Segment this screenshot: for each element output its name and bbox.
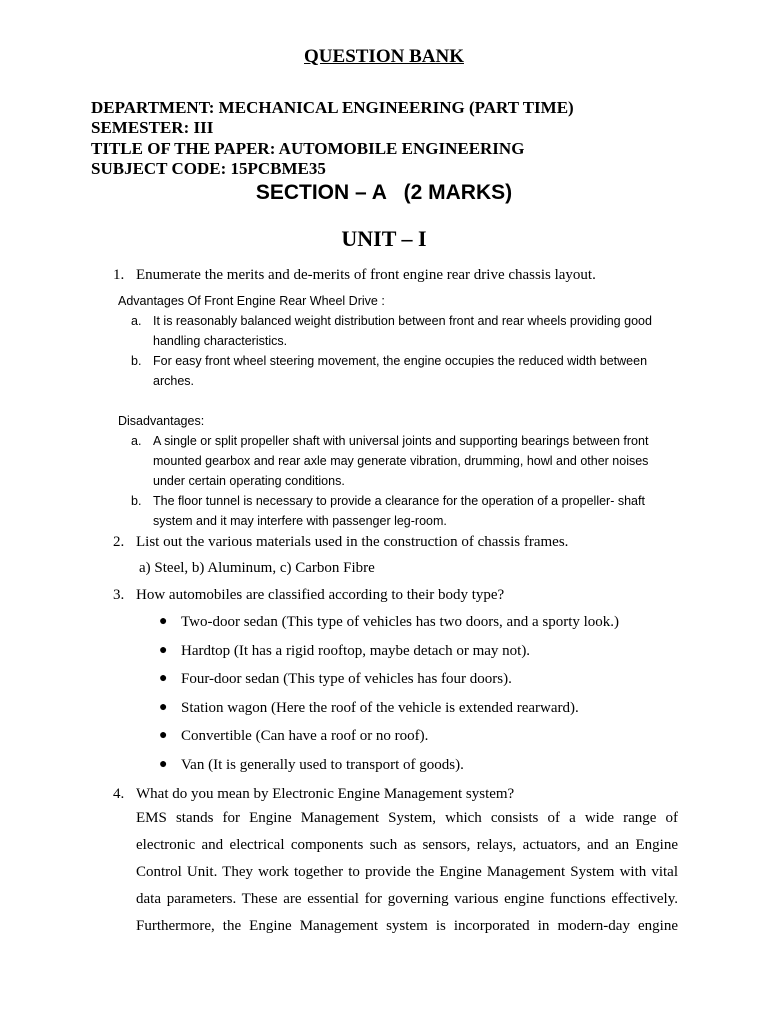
question-text: What do you mean by Electronic Engine Management system? [136,786,515,802]
item-line: For easy front wheel steering movement, the engine occupies the reduced width between [153,354,648,368]
bullet-icon: ● [159,643,168,658]
advantages-heading: Advantages Of Front Engine Rear Wheel Drive : [118,294,385,308]
list-item [0,614,768,634]
subject-code-line: SUBJECT CODE: 15PCBME35 [91,159,326,178]
bullet-icon: ● [159,700,168,715]
item-line: It is reasonably balanced weight distribution between front and rear wheels providing good [153,314,652,328]
list-item-text: Four-door sedan (This type of vehicles has four doors). [181,671,512,687]
list-item [0,728,768,748]
paragraph-line: EMS stands for Engine Management System, which consists of a wide range of [136,810,678,826]
question-3 [0,586,768,606]
list-item-text: Two-door sedan (This type of vehicles has two doors, and a sporty look.) [181,614,620,630]
list-item [0,700,768,720]
item-line: system and it may interfere with passenger leg-room. [153,514,447,528]
question-4 [0,785,768,805]
item-letter: b. [131,494,142,508]
item-line: The floor tunnel is necessary to provide a clearance for the operation of a propeller- shaft [153,494,645,508]
advantage-item-b [0,351,768,391]
list-item-text: Station wagon (Here the roof of the vehicle is extended rearward). [181,700,579,716]
bullet-icon: ● [159,671,168,686]
bullet-icon: ● [159,728,168,743]
bullet-icon: ● [159,757,168,772]
section-heading: SECTION – A (2 MARKS) [255,181,513,204]
paragraph-line: Control Unit. They work together to provide the Engine Management System with vital [136,864,678,880]
page-title: QUESTION BANK [304,46,464,67]
question-4-answer [136,805,678,940]
item-letter: a. [131,314,142,328]
question-text: How automobiles are classified according to their body type? [136,587,505,603]
advantage-item-a [0,311,768,351]
question-number: 2. [113,534,125,550]
question-number: 1. [113,267,125,283]
disadvantages-heading: Disadvantages: [118,414,205,428]
question-text: List out the various materials used in the construction of chassis frames. [136,534,569,550]
item-letter: a. [131,434,142,448]
question-number: 4. [113,786,125,802]
list-item-text: Convertible (Can have a roof or no roof). [181,728,429,744]
unit-heading: UNIT – I [341,226,427,251]
list-item [0,757,768,777]
question-2-answer: a) Steel, b) Aluminum, c) Carbon Fibre [139,560,375,576]
disadvantage-item-b [0,491,768,531]
item-line: A single or split propeller shaft with universal joints and supporting bearings between front [153,434,649,448]
item-line: arches. [153,374,194,388]
question-number: 3. [113,587,125,603]
question-1 [0,266,768,286]
list-item-text: Hardtop (It has a rigid rooftop, maybe detach or may not). [181,643,531,659]
question-text: Enumerate the merits and de-merits of front engine rear drive chassis layout. [136,267,596,283]
list-item-text: Van (It is generally used to transport of goods). [181,757,464,773]
question-2 [0,533,768,553]
semester-line: SEMESTER: III [91,118,214,137]
paragraph-line: Furthermore, the Engine Management system is incorporated in modern-day engine [136,918,678,934]
item-letter: b. [131,354,142,368]
list-item [0,671,768,691]
item-line: under certain operating conditions. [153,474,345,488]
item-line: mounted gearbox and rear axle may generate vibration, drumming, howl and other noises [153,454,649,468]
paragraph-line: electronic and electrical components such as sensors, relays, actuators, and an Engine [136,837,678,853]
bullet-icon: ● [159,614,168,629]
department-line: DEPARTMENT: MECHANICAL ENGINEERING (PART TIME) [91,98,574,117]
item-line: handling characteristics. [153,334,288,348]
paper-title-line: TITLE OF THE PAPER: AUTOMOBILE ENGINEERING [91,139,525,158]
list-item [0,643,768,663]
paragraph-line: data parameters. These are essential for governing various engine functions effectively. [136,891,678,907]
disadvantage-item-a [0,431,768,491]
